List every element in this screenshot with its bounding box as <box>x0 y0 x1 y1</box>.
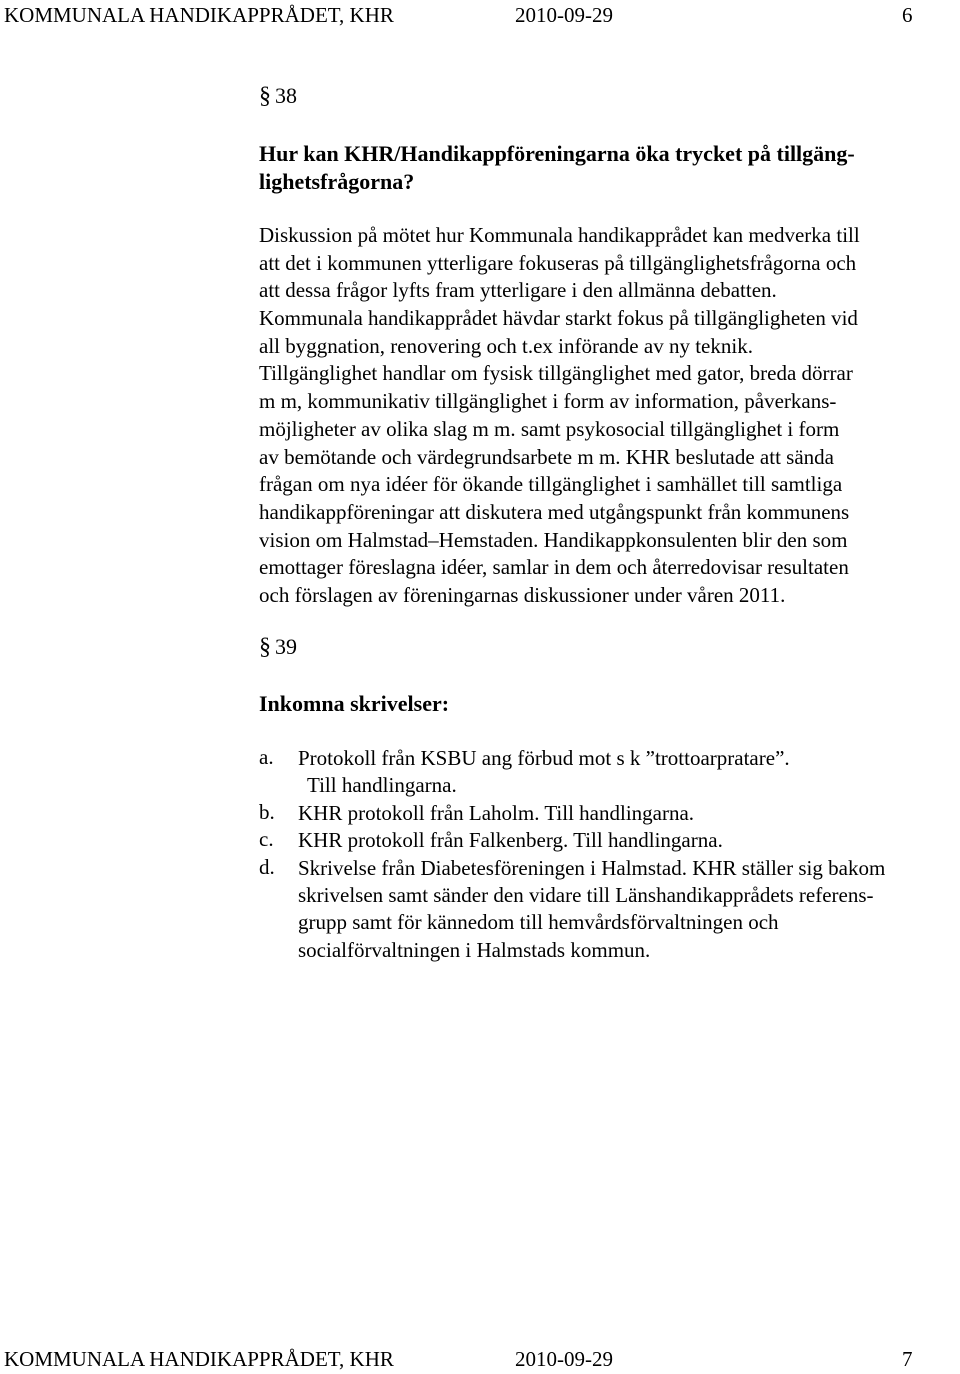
header-page-number: 6 <box>902 3 913 27</box>
body-line: möjligheter av olika slag m m. samt psykosocial tillgänglighet i form <box>259 416 840 441</box>
item-line: Skrivelse från Diabetesföreningen i Halmstad. KHR ställer sig bakom <box>298 855 886 880</box>
item-line: grupp samt för kännedom till hemvårdsförvaltningen och <box>298 910 779 935</box>
paragraph-sign-icon: § <box>259 83 271 109</box>
body-line: emottager föreslagna idéer, samlar in dem och återredovisar resultaten <box>259 555 849 580</box>
section-38-body <box>259 222 959 610</box>
letters-list <box>259 745 959 964</box>
section-39-number <box>259 633 297 661</box>
header-date: 2010-09-29 <box>515 3 613 27</box>
body-line: frågan om nya idéer för ökande tillgänglighet i samhället till samtliga <box>259 472 843 497</box>
paragraph-sign-icon: § <box>259 634 271 660</box>
body-line: och förslagen av föreningarnas diskussioner under våren 2011. <box>259 582 786 607</box>
body-line: all byggnation, renovering och t.ex införande av ny teknik. <box>259 333 753 358</box>
list-item-text <box>298 827 959 854</box>
footer-page-number: 7 <box>902 1347 913 1371</box>
heading-line: Hur kan KHR/Handikappföreningarna öka trycket på tillgäng- <box>259 141 855 166</box>
body-line: Tillgänglighet handlar om fysisk tillgänglighet med gator, breda dörrar <box>259 361 853 386</box>
body-line: att det i kommunen ytterligare fokuseras på tillgänglighetsfrågorna och <box>259 250 857 275</box>
section-number: 38 <box>275 83 297 108</box>
item-line: KHR protokoll från Falkenberg. Till handlingarna. <box>298 828 723 853</box>
list-item-letter: b. <box>259 799 275 824</box>
body-line: vision om Halmstad–Hemstaden. Handikappkonsulenten blir den som <box>259 527 848 552</box>
item-line: Protokoll från KSBU ang förbud mot s k ”trottoarpratare”. <box>298 746 790 770</box>
list-item <box>259 827 959 854</box>
item-line: KHR protokoll från Laholm. Till handlingarna. <box>298 800 695 825</box>
body-line: Diskussion på mötet hur Kommunala handikapprådet kan medverka till <box>259 223 860 247</box>
body-line: handikappföreningar att diskutera med utgångspunkt från kommunens <box>259 499 850 524</box>
footer-organization: KOMMUNALA HANDIKAPPRÅDET, KHR <box>4 1347 394 1371</box>
footer-date: 2010-09-29 <box>515 1347 613 1371</box>
body-line: att dessa frågor lyfts fram ytterligare i den allmänna debatten. <box>259 278 777 303</box>
item-line: socialförvaltningen i Halmstads kommun. <box>298 937 651 962</box>
list-item <box>259 855 959 965</box>
list-item-text <box>298 855 959 965</box>
section-number: 39 <box>275 634 297 659</box>
list-item <box>259 800 959 827</box>
list-item-letter: d. <box>259 854 275 879</box>
body-line: av bemötande och värdegrundsarbete m m. KHR beslutade att sända <box>259 444 834 469</box>
section-39-heading: Inkomna skrivelser: <box>259 691 450 716</box>
list-item-letter: a. <box>259 745 274 769</box>
heading-line: lighetsfrågorna? <box>259 168 415 194</box>
section-38-number <box>259 82 297 110</box>
header-organization: KOMMUNALA HANDIKAPPRÅDET, KHR <box>4 3 394 27</box>
item-line: Till handlingarna. <box>307 773 457 798</box>
body-line: Kommunala handikapprådet hävdar starkt fokus på tillgängligheten vid <box>259 306 858 331</box>
body-line: m m, kommunikativ tillgänglighet i form av information, påverkans- <box>259 389 837 414</box>
page-footer <box>0 1344 960 1374</box>
list-item-letter: c. <box>259 827 274 852</box>
page-header <box>0 0 960 30</box>
list-item-text <box>298 800 959 827</box>
item-line: skrivelsen samt sänder den vidare till Länshandikapprådets referens- <box>298 882 874 907</box>
list-item-text <box>298 745 959 800</box>
list-item <box>259 745 959 800</box>
section-38-heading <box>259 140 855 195</box>
